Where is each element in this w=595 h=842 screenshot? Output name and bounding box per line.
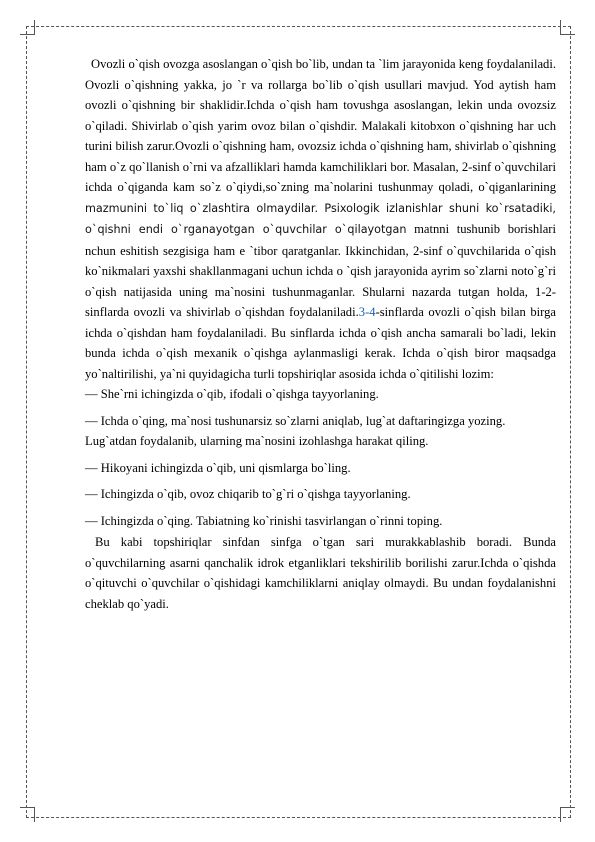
paragraph-conclusion: Bu kabi topshiriqlar sinfdan sinfga o`tgan sari murakkablashib boradi. Bunda o`quvchilarning asarni qanchalik idrok etganliklari tekshirilib borilishi zarur.Ichda o`qishda o`qituvchi o`quvchilar o`qishidagi kamchiliklarni aniqlay olmaydi. Bu undan foydalanishni cheklab qo`yadi. [85, 535, 556, 611]
crop-mark-top-left [20, 20, 35, 35]
crop-mark-top-right [560, 20, 575, 35]
grade-range-link[interactable]: 3-4 [358, 305, 376, 319]
list-item: — Hikoyani ichingizda o`qib, uni qismlarga bo`ling. [85, 460, 351, 475]
list-item: — She`rni ichingizda o`qib, ifodali o`qishga tayyorlaning. [85, 387, 379, 401]
document-body [85, 54, 556, 614]
crop-mark-bottom-left [20, 807, 35, 822]
list-item: — Ichda o`qing, ma`nosi tushunarsiz so`zlarni aniqlab, lug`at daftaringizga yozing. Lug`atdan foydalanib, ularning ma`nosini izohlashga harakat qiling. [85, 413, 506, 448]
paragraph-intro-text-b: matnni tushunib borishlari nchun eshitish sezgisiga ham e `tibor qaratganlar. Ikkinchidan, 2-sinf o`quvchilarida o`qish ko`nikmalari yaxshi shakllanmagani uchun ichda o `qish jarayonida ayrim so`zlarni noto`g`ri o`qish natijasida uning ma`nosini tushunmaganlar. Shularni nazarda tutgan holda, 1-2-sinflarda ovozli va shivirlab o`qishdan foydalaniladi. [85, 222, 556, 319]
paragraph-intro-sans-text: mazmunini to`liq o`zlashtira olmaydilar. Psixologik izlanishlar shuni ko`rsatadiki, o`qishni endi o`rganayotgan o`quvchilar o`qilayotgan [85, 201, 556, 236]
paragraph-intro [85, 54, 556, 384]
paragraph-intro-text-c: -sinflarda ovozli o`qish bilan birga ichda o`qishdan ham foydalaniladi. Bu sinflarda ichda o`qish ancha samarali bo`ladi, lekin bunda ichda o`qish mexanik o`qishga aylanmasligi kerak. Ichda o`qish biror maqsadga yo`naltirilishi, ya`ni quyidagicha turli topshiriqlar asosida ichda o`qitilishi lozim: [85, 305, 557, 381]
paragraph-intro-text-a: Ovozli o`qish ovozga asoslangan o`qish bo`lib, undan ta `lim jarayonida keng foydalaniladi. Ovozli o`qishning yakka, jo `r va rollarga bo`lib o`qish usullari mavjud. Yod aytish ham ovozli o`qishning bir shaklidir.Ichda o`qish ham tovushga asoslangan, lekin unda ovozsiz o`qiladi. Shivirlab o`qish yarim ovoz bilan o`qishdir. Malakali kitobxon o`qishning har uch turini bilish zarur.Ovozli o`qishning ham, ovozsiz ichda o`qishning ham, shivirlab o`qishning ham o`z qo`llanish o`rni va afzalliklari hamda kamchiliklari bor. Masalan, 2-sinf o`quvchilari ichda o`qiganda kam so`z o`qiydi,so`zning ma`nolarini tushunmay qoladi, o`qiganlarining [85, 57, 556, 194]
crop-mark-bottom-right [560, 807, 575, 822]
list-item: — Ichingizda o`qib, ovoz chiqarib to`g`ri o`qishga tayyorlaning. [85, 487, 411, 501]
list-item: — Ichingizda o`qing. Tabiatning ko`rinishi tasvirlangan o`rinni toping. [85, 513, 443, 528]
